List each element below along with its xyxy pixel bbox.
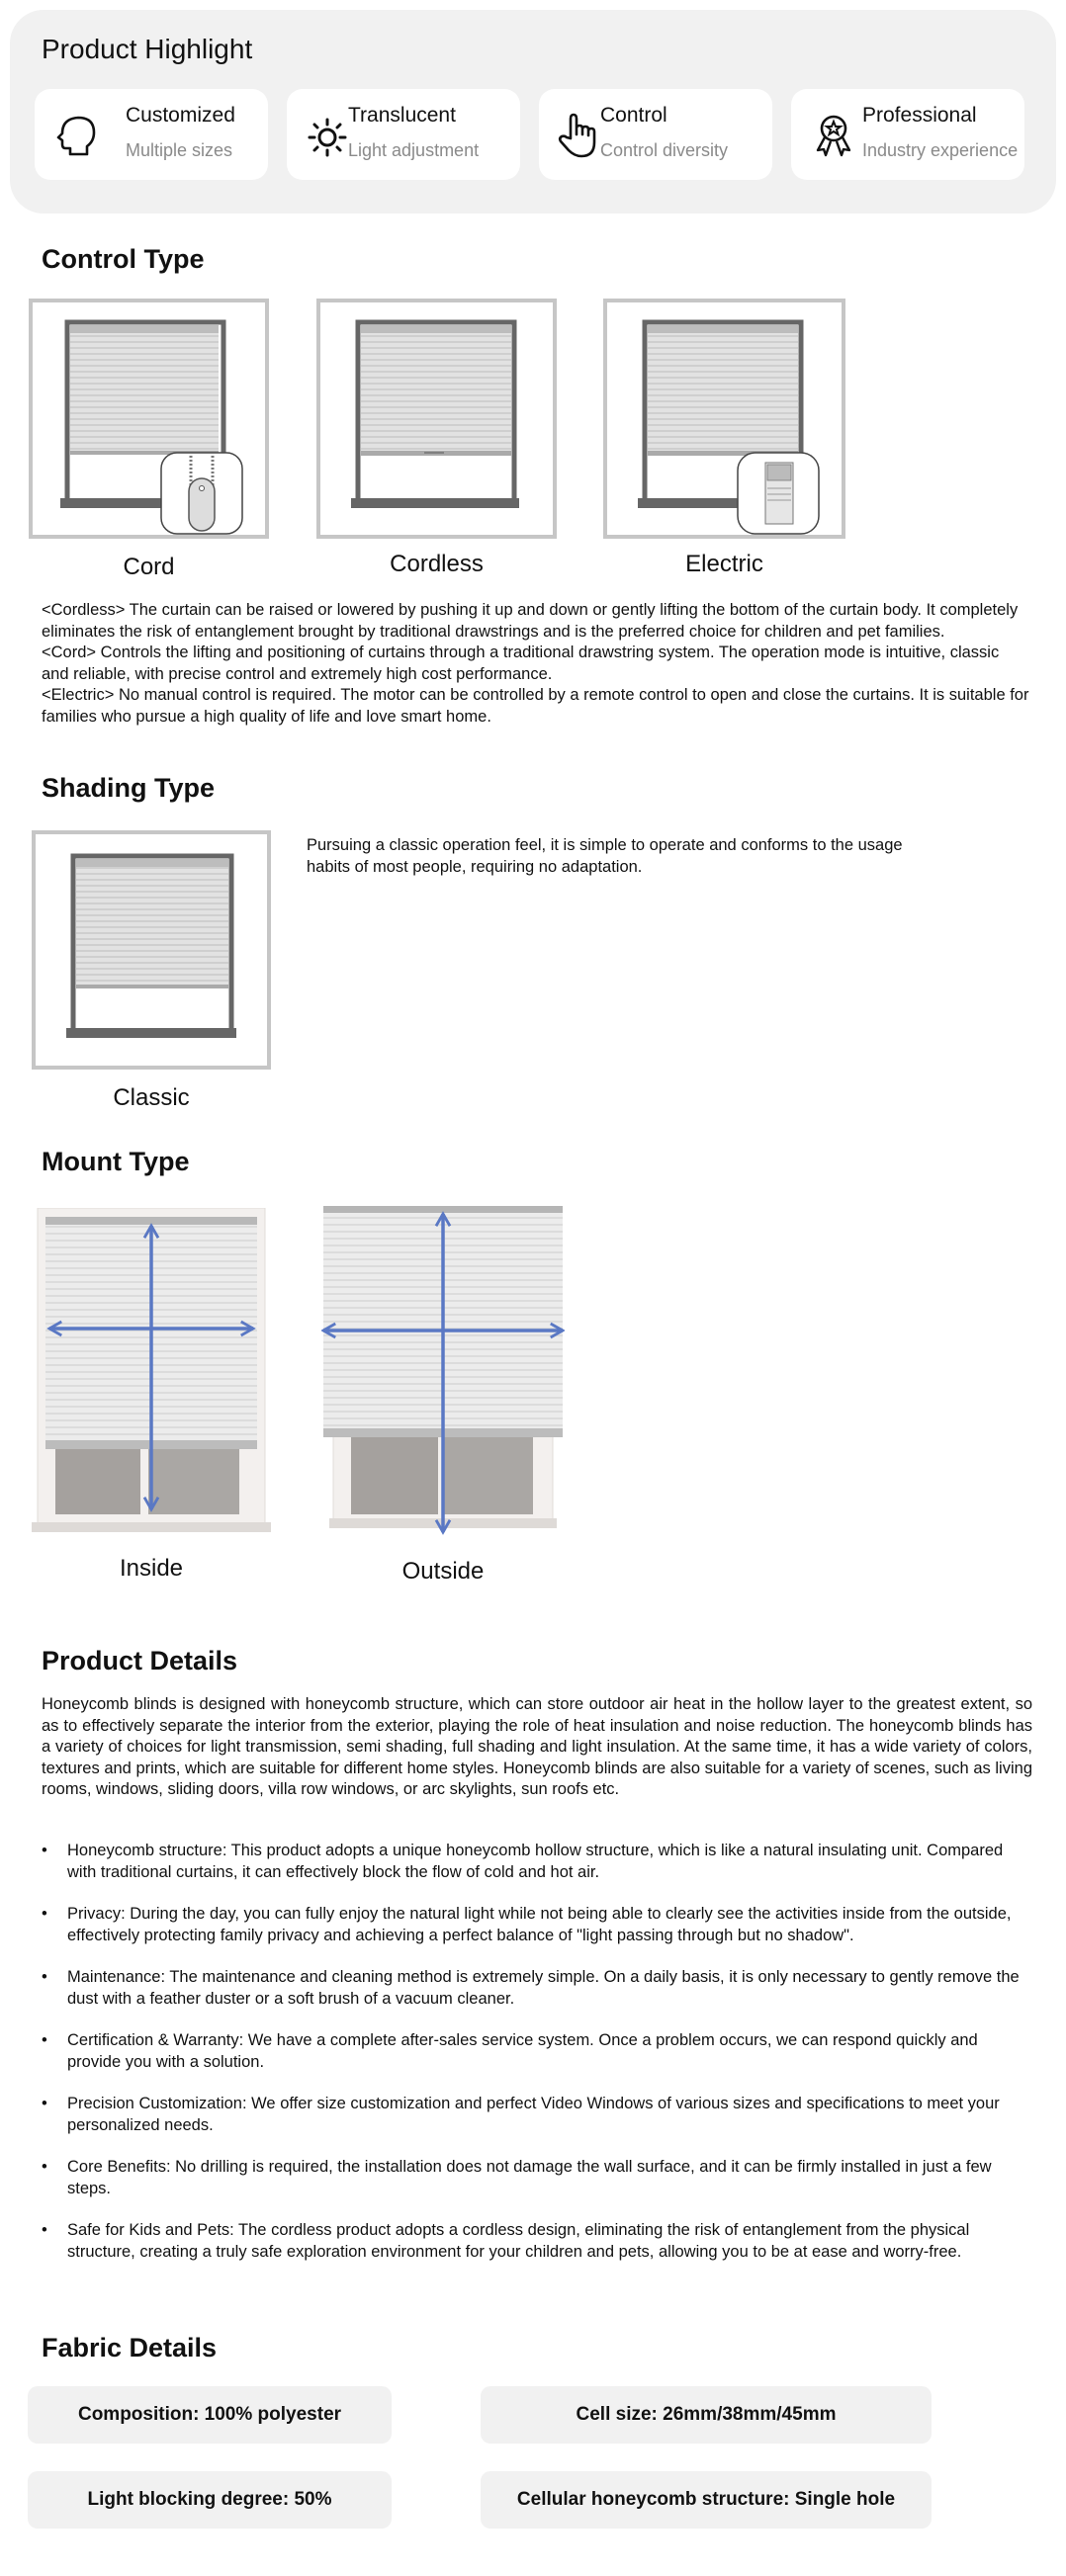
mount-option-outside[interactable] <box>321 1206 565 1538</box>
control-option-cordless[interactable] <box>316 299 557 539</box>
highlight-card-customized <box>35 89 268 180</box>
remote-control-icon <box>738 453 819 534</box>
blind-illustration <box>36 834 267 1066</box>
blind-illustration <box>607 302 842 535</box>
fabric-spec-composition: Composition: 100% polyester <box>28 2386 392 2444</box>
list-item: • Privacy: During the day, you can fully enjoy the natural light while not being able to clearly see the activities inside from the outside, effectively protecting family privacy and achieving a perfect balance of "light passing through but no shadow". <box>42 1905 1012 1944</box>
mount-option-label: Outside <box>401 1558 485 1585</box>
cord-pull-icon <box>161 453 242 534</box>
fabric-spec-light-blocking: Light blocking degree: 50% <box>28 2471 392 2529</box>
shading-description: Pursuing a classic operation feel, it is simple to operate and conforms to the usage habits of most people, requiring no adaptation. <box>307 836 903 876</box>
list-item: • Core Benefits: No drilling is required, the installation does not damage the wall surface, and it can be firmly installed in just a few steps. <box>42 2158 992 2197</box>
shading-type-heading: Shading Type <box>42 773 216 803</box>
shading-option-classic[interactable] <box>32 830 271 1070</box>
electric-description: <Electric> No manual control is required. The motor can be controlled by a remote control to open and close the curtains. It is suitable for families who pursue a high quality of life and love smart home. <box>42 686 1029 726</box>
inside-mount-photo <box>32 1208 271 1536</box>
product-details-intro: Honeycomb blinds is designed with honeycomb structure, which can store outdoor air heat in the hollow layer to the greatest extent, so as to effectively separate the interior from the exterior, playing the role of heat insulation and noise reduction. The honeycomb blinds has a variety of choices for light transmission, semi shading, full shading and light insulation. At the same time, it has a wide variety of colors, textures and prints, which are suitable for different home styles. Honeycomb blinds are also suitable for a variety of scenes, such as living rooms, windows, sliding doors, villa row windows, or arc skylights, sun roofs etc. <box>42 1695 1032 1798</box>
fabric-spec-structure: Cellular honeycomb structure: Single hole <box>481 2471 932 2529</box>
list-item: • Certification & Warranty: We have a complete after-sales service system. Once a problem occurs, we can respond quickly and provide you with a solution. <box>42 2031 978 2071</box>
blind-illustration <box>33 302 265 535</box>
list-item: • Safe for Kids and Pets: The cordless product adopts a cordless design, eliminating the risk of entanglement from the physical structure, creating a truly safe exploration environment for your children and pets, allowing you to be at ease and worry-free. <box>42 2221 970 2261</box>
fabric-details-heading: Fabric Details <box>42 2333 218 2362</box>
list-item: • Precision Customization: We offer size customization and perfect Video Windows of various sizes and specifications to meet your personalized needs. <box>42 2095 1000 2134</box>
list-item: • Honeycomb structure: This product adopts a unique honeycomb hollow structure, which is like a natural insulating unit. Compared with traditional curtains, it can effectively block the flow of cold and hot air. <box>42 1842 1004 1881</box>
head-profile-icon <box>50 109 104 162</box>
mount-option-inside[interactable] <box>32 1208 271 1536</box>
mount-type-heading: Mount Type <box>42 1147 190 1176</box>
control-option-label: Cordless <box>390 551 484 577</box>
product-highlight-title: Product Highlight <box>42 34 253 64</box>
product-details-list <box>38 1841 1026 2263</box>
control-type-descriptions <box>42 600 1030 728</box>
highlight-title: Professional <box>862 104 977 127</box>
award-badge-icon <box>807 109 860 162</box>
list-item: • Maintenance: The maintenance and cleaning method is extremely simple. On a daily basis, it is only necessary to gently remove the dust with a feather duster or a soft brush of a vacuum cleaner. <box>42 1968 1020 2008</box>
highlight-subtitle: Light adjustment <box>348 140 480 160</box>
shading-option-label: Classic <box>113 1084 190 1111</box>
cord-description: <Cord> Controls the lifting and positioning of curtains through a traditional drawstring system. The operation mode is intuitive, classic and reliable, with precise control and extremely high cost performance. <box>42 644 1000 683</box>
highlight-title: Customized <box>126 104 235 127</box>
blind-illustration <box>320 302 553 535</box>
highlight-subtitle: Control diversity <box>600 140 729 160</box>
product-details-heading: Product Details <box>42 1646 238 1675</box>
highlight-card-professional <box>791 89 1024 180</box>
outside-mount-photo <box>321 1206 565 1538</box>
cordless-description: <Cordless> The curtain can be raised or lowered by pushing it up and down or gently lifting the bottom of the curtain body. It completely eliminates the risk of entanglement brought by traditional drawstrings and is the preferred choice for children and pet families. <box>42 601 1019 641</box>
highlight-card-translucent <box>287 89 520 180</box>
control-option-electric[interactable] <box>603 299 845 539</box>
mount-option-label: Inside <box>119 1555 184 1582</box>
control-option-label: Cord <box>123 554 175 580</box>
highlight-title: Control <box>600 104 667 127</box>
control-option-cord[interactable] <box>29 299 269 539</box>
control-type-heading: Control Type <box>42 244 205 274</box>
fabric-spec-cell-size: Cell size: 26mm/38mm/45mm <box>481 2386 932 2444</box>
highlight-title: Translucent <box>348 104 456 127</box>
highlight-subtitle: Multiple sizes <box>126 140 233 160</box>
highlight-subtitle: Industry experience <box>862 140 1019 160</box>
control-option-label: Electric <box>685 551 763 577</box>
highlight-card-control <box>539 89 772 180</box>
